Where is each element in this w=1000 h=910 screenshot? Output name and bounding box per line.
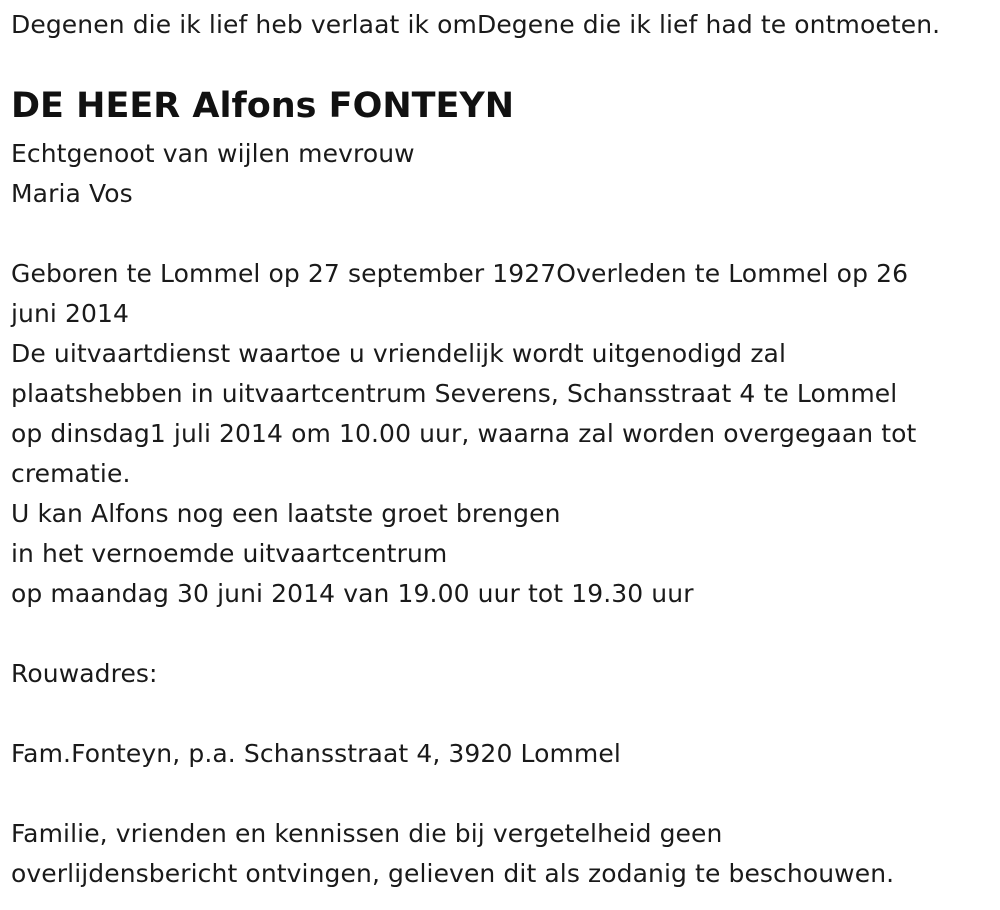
closing-line: Familie, vrienden en kennissen die bij vergetelheid geen xyxy=(11,819,723,848)
visitation-line: U kan Alfons nog een laatste groet brengen xyxy=(11,499,561,528)
birth-death-line-cont: juni 2014 xyxy=(11,299,130,328)
funeral-service-line: plaatshebben in uitvaartcentrum Severens, Schansstraat 4 te Lommel xyxy=(11,379,898,408)
visitation-line: op maandag 30 juni 2014 van 19.00 uur tot 19.30 uur xyxy=(11,579,694,608)
address-label: Rouwadres: xyxy=(11,659,158,688)
spouse-line: Echtgenoot van wijlen mevrouw xyxy=(11,139,415,168)
details-block xyxy=(11,254,916,614)
deceased-name-heading: DE HEER Alfons FONTEYN xyxy=(11,86,515,126)
visitation-line: in het vernoemde uitvaartcentrum xyxy=(11,539,448,568)
closing-line: overlijdensbericht ontvingen, gelieven dit als zodanig te beschouwen. xyxy=(11,859,895,888)
motto: Degenen die ik lief heb verlaat ik omDegene die ik lief had te ontmoeten. xyxy=(11,10,941,39)
closing-block xyxy=(11,814,894,894)
spouse-block xyxy=(11,134,415,214)
funeral-service-line: crematie. xyxy=(11,459,131,488)
mourning-address: Fam.Fonteyn, p.a. Schansstraat 4, 3920 Lommel xyxy=(11,739,621,768)
birth-death-line: Geboren te Lommel op 27 september 1927Overleden te Lommel op 26 xyxy=(11,259,909,288)
funeral-service-line: De uitvaartdienst waartoe u vriendelijk wordt uitgenodigd zal xyxy=(11,339,787,368)
funeral-service-line: op dinsdag1 juli 2014 om 10.00 uur, waarna zal worden overgegaan tot xyxy=(11,419,917,448)
spouse-name: Maria Vos xyxy=(11,179,133,208)
